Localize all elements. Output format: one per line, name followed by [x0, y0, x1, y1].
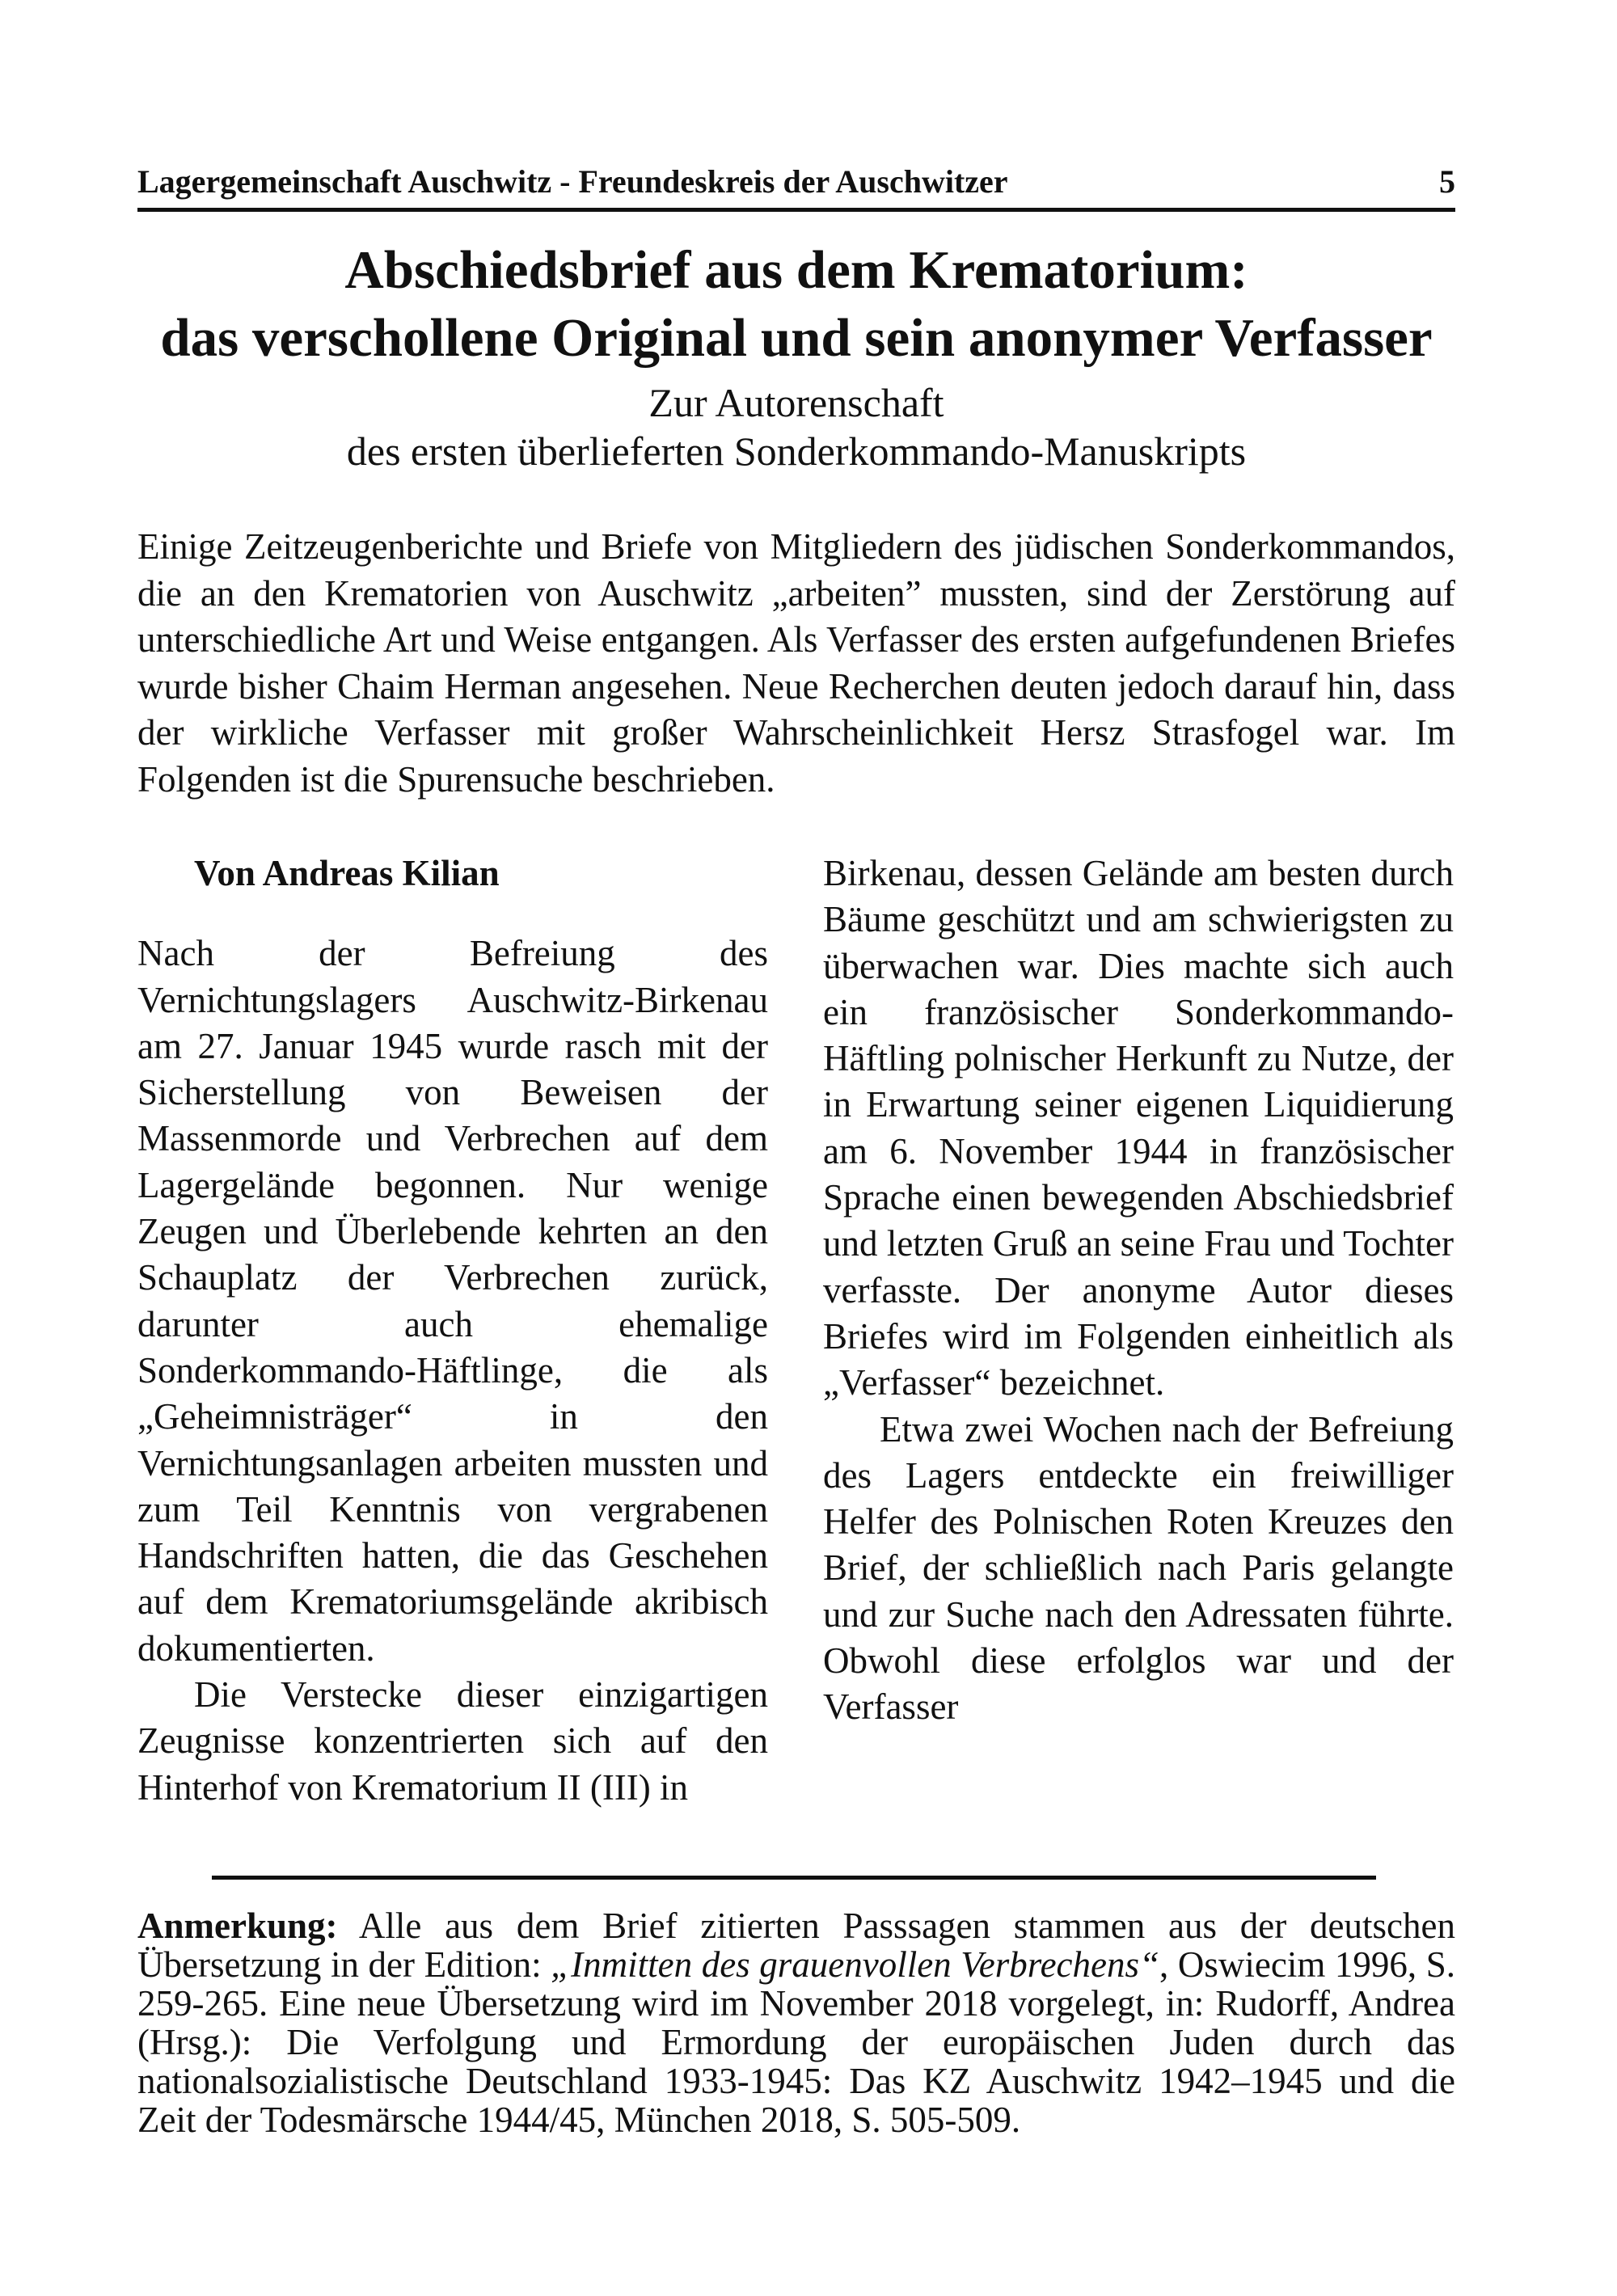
- publication-name: Lagergemeinschaft Auschwitz - Freundeskreis der Auschwitzer: [137, 163, 1008, 200]
- footnote-text-after: , Oswiecim 1996, S. 259-265. Eine neue Übersetzung wird im November 2018 vorgelegt, in: Rudorff, Andrea (Hrsg.): Die Verfolgung und Ermordung der europäischen Juden durch das nationalsozialistische Deutschland 1933-1945: Das KZ Auschwitz 1942–1945 und die Zeit der Todesmärsche 1944/45, München 2018, S. 505-509.: [137, 1944, 1455, 2140]
- body-paragraph: Nach der Befreiung des Vernichtungslagers Auschwitz-Birkenau am 27. Januar 1945 wurde rasch mit der Sicherstellung von Beweisen der Massenmorde und Verbrechen auf dem Lagergelände begonnen. Nur wenige Zeugen und Überlebende kehrten an den Schauplatz der Verbrechen zurück, darunter auch ehemalige Sonderkommando-Häftlinge, die als „Geheimnisträger“ in den Vernichtungsanlagen arbeiten mussten und zum Teil Kenntnis von vergrabenen Handschriften hatten, die das Geschehen auf dem Krematoriumsgelände akribisch dokumentierten.: [137, 933, 768, 1669]
- title-line-1: Abschiedsbrief aus dem Krematorium:: [344, 240, 1248, 300]
- body-paragraph: Birkenau, dessen Gelände am besten durch Bäume geschützt und am schwierigsten zu überwachen war. Dies machte sich auch ein französischer Sonderkommando-Häftling polnischer Herkunft zu Nutze, der in Erwartung seiner eigenen Liquidierung am 6. November 1944 in französischer Sprache einen bewegenden Abschiedsbrief und letzten Gruß an seine Frau und Tochter verfasste. Der anonyme Autor dieses Briefes wird im Folgenden einheitlich als „Verfasser“ bezeichnet.: [823, 853, 1454, 1403]
- left-column: [137, 850, 768, 1811]
- article-subtitle: [137, 378, 1455, 475]
- author-byline: Von Andreas Kilian: [194, 853, 500, 893]
- body-paragraph: Die Verstecke dieser einzigartigen Zeugnisse konzentrierten sich auf den Hinterhof von Krematorium II (III) in: [137, 1674, 768, 1808]
- article-title: [137, 236, 1455, 372]
- right-column: [823, 850, 1454, 1731]
- subtitle-line-1: Zur Autorenschaft: [648, 380, 944, 425]
- body-paragraph: Etwa zwei Wochen nach der Befreiung des Lagers entdeckte ein freiwilliger Helfer des Polnischen Roten Kreuzes den Brief, der schließlich nach Paris gelangte und zur Suche nach den Adressaten führte. Obwohl diese erfolglos war und der Verfasser: [823, 1408, 1454, 1728]
- footnote-text-before: Alle aus dem Brief zitierten Passsagen stammen aus der deutschen Übersetzung in der Edition:: [137, 1906, 1455, 1985]
- article-title-block: [137, 236, 1455, 475]
- footnote-divider: [212, 1876, 1376, 1880]
- subtitle-line-2: des ersten überlieferten Sonderkommando-Manuskripts: [346, 428, 1247, 474]
- footnote: [137, 1906, 1455, 2139]
- title-line-2: das verschollene Original und sein anonymer Verfasser: [160, 308, 1433, 368]
- article-abstract: Einige Zeitzeugenberichte und Briefe von Mitgliedern des jüdischen Sonderkommandos, die an den Krematorien von Auschwitz „arbeiten” mussten, sind der Zerstörung auf unterschiedliche Art und Weise entgangen. Als Verfasser des ersten aufgefundenen Briefes wurde bisher Chaim Herman angesehen. Neue Recherchen deuten jedoch darauf hin, dass der wirkliche Verfasser mit großer Wahrscheinlichkeit Hersz Strasfogel war. Im Folgenden ist die Spurensuche beschrieben.: [137, 526, 1455, 800]
- footnote-edition-title: „Inmitten des grauenvollen Verbrechens“: [551, 1944, 1160, 1985]
- page-number: 5: [1439, 163, 1455, 200]
- running-header: [137, 160, 1455, 212]
- footnote-label: Anmerkung:: [137, 1906, 338, 1946]
